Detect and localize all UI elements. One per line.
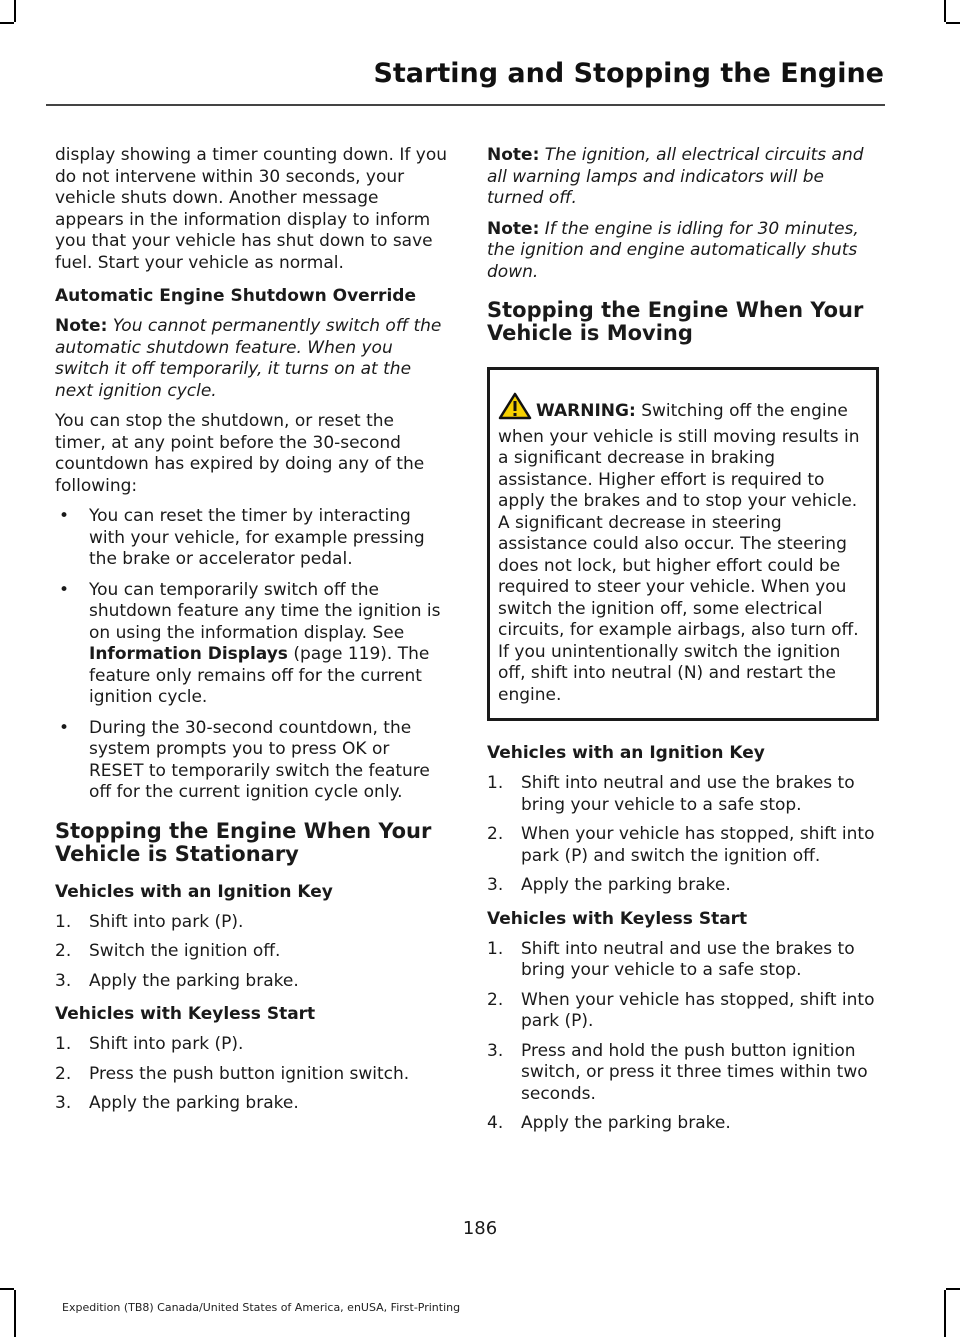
list-item — [487, 773, 879, 816]
step-number: 3. — [487, 875, 504, 895]
step-number: 2. — [55, 1063, 72, 1084]
ignition-key-heading: Vehicles with an Ignition Key — [55, 881, 333, 902]
list-item — [487, 1113, 879, 1135]
keyless-start-steps — [55, 1034, 447, 1115]
note-idling — [487, 219, 879, 284]
intro-paragraph: display showing a timer counting down. If you do not intervene within 30 seconds, your vehicle shuts down. Another message appears in the information display to inform you that your vehicle has shut down to save fuel. Start your vehicle as normal. — [55, 145, 447, 273]
list-item — [55, 912, 447, 934]
note-label: Note: — [487, 218, 540, 239]
bullet-marker: • — [59, 506, 70, 526]
note-text: If the engine is idling for 30 minutes, the ignition and engine automatically shuts down. — [487, 218, 859, 282]
list-item — [55, 1064, 447, 1086]
step-text: Shift into park (P). — [89, 1034, 244, 1054]
list-item — [55, 971, 447, 993]
crop-mark — [14, 0, 16, 22]
step-text: Apply the parking brake. — [521, 875, 731, 895]
list-item — [487, 875, 879, 897]
crop-mark — [946, 22, 960, 24]
ignition-key-steps — [55, 912, 447, 993]
crop-mark — [14, 1290, 16, 1337]
bullet-text: The feature only remains off for the current ignition cycle. — [89, 644, 430, 707]
bullet-text: You can reset the timer by interacting with your vehicle, for example pressing the brake or accelerator pedal. — [89, 506, 425, 569]
bullet-text: During the 30-second countdown, the system prompts you to press OK or RESET to temporarily switch the feature off for the current ignition cycle only. — [89, 717, 430, 802]
note-override — [55, 316, 447, 402]
note-ignition-off — [487, 145, 879, 210]
list-item — [55, 580, 447, 709]
note-text: You cannot permanently switch off the automatic shutdown feature. When you switch it off temporarily, it turns on at the next ignition cycle. — [55, 316, 442, 401]
crop-mark — [946, 1288, 960, 1290]
note-text: The ignition, all electrical circuits and all warning lamps and indicators will be turned off. — [487, 145, 864, 208]
list-item — [55, 718, 447, 804]
list-item — [55, 506, 447, 571]
stationary-heading: Stopping the Engine When Your Vehicle is Stationary — [55, 818, 432, 866]
warning-triangle-icon — [498, 392, 532, 427]
crop-mark — [0, 22, 14, 24]
override-bullet-list — [55, 506, 447, 804]
step-text: Switch the ignition off. — [89, 941, 281, 961]
keyless-start-steps — [487, 939, 879, 1135]
bullet-marker: • — [59, 717, 70, 738]
step-text: Shift into neutral and use the brakes to bring your vehicle to a safe stop. — [521, 773, 855, 815]
step-number: 1. — [487, 773, 504, 793]
list-item — [487, 939, 879, 982]
step-number: 3. — [487, 1040, 504, 1061]
note-label: Note: — [55, 316, 108, 336]
step-number: 3. — [55, 970, 72, 991]
list-item — [55, 1034, 447, 1056]
footer-doc-info: Expedition (TB8) Canada/United States of America, enUSA, First-Printing — [62, 1301, 461, 1314]
keyless-start-heading: Vehicles with Keyless Start — [487, 908, 748, 929]
bullet-text: You can temporarily switch off the shutdown feature any time the ignition is on using the information display. See — [89, 579, 441, 643]
ignition-key-steps — [487, 773, 879, 897]
keyless-start-heading: Vehicles with Keyless Start — [55, 1004, 316, 1024]
note-label: Note: — [487, 145, 540, 165]
crop-mark — [944, 1290, 946, 1337]
page-title: Starting and Stopping the Engine — [373, 58, 884, 89]
step-text: Shift into park (P). — [89, 911, 244, 932]
warning-text: Switching off the engine when your vehicle is still moving results in a significant decrease in braking assistance. Higher effort is required to apply the brakes and to stop your vehicle. A significant decrease in steering assistance could also occur. The steering does not lock, but higher effort could be required to steer your vehicle. When you switch the ignition off, some electrical circuits, for example airbags, also turn off. If you unintentionally switch the ignition off, shift into neutral (N) and restart the engine. — [498, 401, 860, 705]
ignition-key-heading: Vehicles with an Ignition Key — [487, 743, 765, 763]
override-heading: Automatic Engine Shutdown Override — [55, 286, 416, 306]
step-number: 2. — [487, 824, 504, 844]
crop-mark — [944, 0, 946, 22]
list-item — [487, 1041, 879, 1106]
left-column — [55, 145, 447, 1127]
step-text: Apply the parking brake. — [89, 970, 299, 991]
page-number: 186 — [462, 1218, 498, 1239]
step-number: 2. — [487, 989, 504, 1010]
warning-label: WARNING: — [536, 401, 636, 421]
page-reference: (page 119). — [293, 644, 393, 664]
information-displays-link[interactable]: Information Displays — [89, 644, 288, 664]
list-item — [55, 1093, 447, 1115]
moving-heading: Stopping the Engine When Your Vehicle is Moving — [487, 298, 864, 345]
step-text: Press and hold the push button ignition switch, or press it three times within two seconds. — [521, 1040, 868, 1104]
step-number: 3. — [55, 1093, 72, 1113]
step-number: 1. — [487, 938, 504, 959]
list-item — [487, 824, 879, 867]
step-text: When your vehicle has stopped, shift into park (P). — [521, 989, 875, 1031]
step-text: When your vehicle has stopped, shift into park (P) and switch the ignition off. — [521, 824, 875, 866]
override-paragraph: You can stop the shutdown, or reset the timer, at any point before the 30-second countdown has expired by doing any of the following: — [55, 411, 425, 496]
step-text: Shift into neutral and use the brakes to bring your vehicle to a safe stop. — [521, 938, 855, 980]
list-item — [487, 990, 879, 1033]
step-number: 1. — [55, 1034, 72, 1054]
warning-box — [487, 367, 879, 721]
header-divider — [46, 104, 885, 106]
step-number: 1. — [55, 911, 72, 932]
step-text: Apply the parking brake. — [521, 1113, 731, 1133]
step-number: 2. — [55, 941, 72, 961]
right-column — [487, 145, 879, 1147]
list-item — [55, 941, 447, 963]
step-text: Apply the parking brake. — [89, 1093, 299, 1113]
step-number: 4. — [487, 1113, 504, 1133]
bullet-marker: • — [59, 579, 70, 600]
step-text: Press the push button ignition switch. — [89, 1063, 410, 1084]
crop-mark — [0, 1288, 14, 1290]
